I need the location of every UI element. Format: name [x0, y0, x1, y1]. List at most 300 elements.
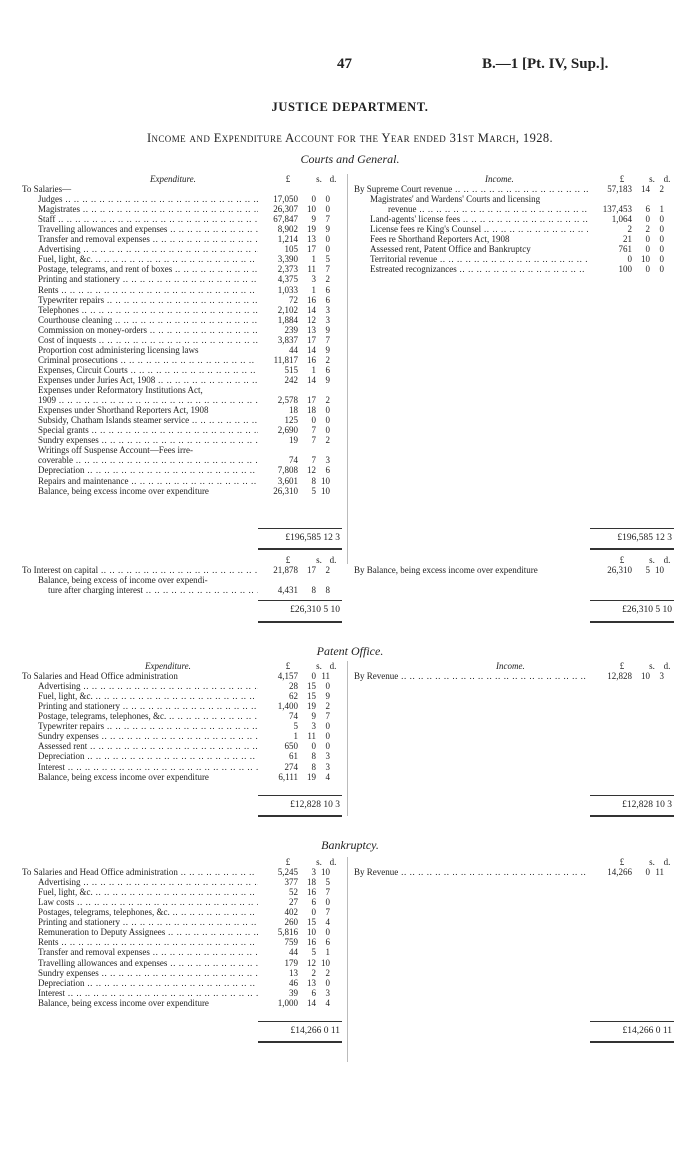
- row-label: Printing and stationery .. ..: [38, 917, 258, 927]
- row-label: Magistrates' and Wardens' Courts and licensing: [370, 194, 541, 205]
- ledger-row: [0, 741, 700, 751]
- amount-pounds: 8,902: [277, 224, 298, 235]
- amount-shillings: 5: [311, 485, 316, 496]
- ledger-row: [0, 244, 700, 254]
- row-label: Transfer and removal expenses .. ..: [38, 234, 258, 244]
- amount-pence: 4: [325, 997, 330, 1008]
- amount-shillings: 12: [307, 465, 316, 476]
- row-label: Fuel, light, &c. .. ..: [38, 254, 258, 264]
- amount-pounds: 274: [284, 761, 298, 772]
- amount-pence: 2: [325, 435, 330, 446]
- amount-pounds: 67,847: [273, 214, 298, 225]
- amount-shillings: 5: [645, 565, 650, 575]
- pence-heading: d.: [663, 661, 671, 671]
- income-heading: Income.: [485, 174, 514, 184]
- amount-pence: 9: [325, 344, 330, 355]
- row-label: coverable .. ..: [38, 455, 258, 465]
- amount-pounds: 12,828: [607, 671, 632, 681]
- row-label: Telephones .. ..: [38, 305, 258, 315]
- amount-pounds: 4,375: [277, 274, 298, 285]
- amount-pounds: 14,266: [607, 867, 632, 877]
- amount-shillings: 8: [311, 585, 316, 596]
- income-heading: Income.: [496, 661, 525, 671]
- row-label: Commission on money-orders .. ..: [38, 325, 258, 335]
- ledger-row: [0, 998, 700, 1008]
- amount-shillings: 8: [311, 475, 316, 486]
- section-title-bankruptcy: Bankruptcy.: [321, 838, 379, 852]
- amount-pounds: 7,808: [277, 465, 298, 476]
- amount-shillings: 11: [307, 264, 316, 275]
- amount-pounds: 2,102: [277, 304, 298, 315]
- amount-shillings: 1: [311, 284, 316, 295]
- amount-pounds: 28: [289, 681, 298, 691]
- total-rule: [258, 528, 342, 529]
- amount-shillings: 14: [307, 997, 316, 1008]
- amount-pence: 0: [659, 214, 664, 225]
- amount-pounds: 761: [618, 244, 632, 255]
- row-label: Sundry expenses .. ..: [38, 435, 258, 445]
- row-label: Interest .. ..: [38, 988, 258, 998]
- shillings-heading: s.: [649, 174, 655, 184]
- courts-total-income: £196,585 12 3: [617, 533, 672, 543]
- ledger-row: [0, 315, 700, 325]
- amount-pounds: 46: [289, 977, 298, 988]
- amount-pounds: 57,183: [607, 184, 632, 194]
- ledger-row: [0, 445, 700, 455]
- amount-shillings: 18: [307, 877, 316, 887]
- ledger-row: [0, 917, 700, 927]
- ledger-row: [0, 385, 700, 395]
- row-label: Printing and stationery .. ..: [38, 701, 258, 711]
- amount-pence: 0: [325, 204, 330, 215]
- ledger-row: [0, 575, 700, 585]
- row-label: By Revenue .. ..: [354, 671, 588, 681]
- row-label: Advertising .. ..: [38, 681, 258, 691]
- row-label: Courthouse cleaning .. ..: [38, 315, 258, 325]
- ledger-row: [0, 345, 700, 355]
- amount-shillings: 13: [307, 977, 316, 988]
- amount-shillings: 7: [311, 425, 316, 436]
- ledger-row: [0, 486, 700, 496]
- amount-pounds: 260: [284, 917, 298, 928]
- total-rule: [258, 1021, 342, 1022]
- amount-pence: 10: [321, 485, 330, 496]
- amount-pounds: 17,050: [273, 194, 298, 205]
- amount-shillings: 8: [311, 761, 316, 772]
- amount-shillings: 15: [307, 681, 316, 691]
- amount-pence: 10: [321, 957, 330, 968]
- amount-pence: 3: [325, 987, 330, 998]
- amount-pence: 2: [325, 967, 330, 978]
- ledger-row: [0, 274, 700, 284]
- amount-pence: 7: [325, 887, 330, 898]
- amount-pence: 0: [325, 897, 330, 908]
- row-label: Balance, being excess income over expenditure: [38, 771, 209, 782]
- appropriation-total-debit: £26,310 5 10: [290, 605, 340, 615]
- row-label: Travelling allowances and expenses .. ..: [38, 958, 258, 968]
- row-label: Judges .. ..: [38, 194, 258, 204]
- amount-pounds: 1,064: [611, 214, 632, 225]
- ledger-row: [0, 435, 700, 445]
- row-label: Printing and stationery .. ..: [38, 274, 258, 284]
- amount-shillings: 17: [307, 334, 316, 345]
- amount-shillings: 10: [641, 254, 650, 265]
- amount-pence: 10: [655, 565, 664, 575]
- pounds-heading: £: [285, 661, 291, 671]
- amount-pence: 6: [325, 937, 330, 948]
- row-label: Land-agents' license fees .. ..: [370, 214, 588, 224]
- amount-shillings: 16: [307, 937, 316, 948]
- pence-heading: d.: [329, 661, 337, 671]
- row-label: Expenses under Juries Act, 1908 .. ..: [38, 375, 258, 385]
- amount-pounds: 137,453: [602, 204, 632, 215]
- ledger-row: [0, 671, 700, 681]
- row-label: ture after charging interest .. ..: [48, 585, 258, 595]
- amount-pounds: 105: [284, 244, 298, 255]
- amount-shillings: 12: [307, 957, 316, 968]
- amount-shillings: 0: [645, 264, 650, 275]
- pence-heading: d.: [329, 555, 337, 565]
- row-label: Special grants .. ..: [38, 425, 258, 435]
- amount-pence: 9: [325, 324, 330, 335]
- total-double-rule: [258, 548, 342, 550]
- row-label: Writings off Suspense Account—Fees irre-: [38, 445, 193, 456]
- section-title-patent: Patent Office.: [316, 644, 384, 658]
- amount-pence: 0: [325, 425, 330, 436]
- ledger-row: [0, 405, 700, 415]
- amount-shillings: 3: [311, 867, 316, 877]
- row-label: Postage, telegrams, and rent of boxes .. ..: [38, 264, 258, 274]
- patent-total-expenditure: £12,828 10 3: [290, 800, 340, 810]
- ledger-row: [0, 988, 700, 998]
- ledger-row: [0, 254, 700, 264]
- amount-pence: 8: [325, 585, 330, 596]
- expenditure-heading: Expenditure.: [150, 174, 196, 184]
- amount-pounds: 19: [289, 435, 298, 446]
- row-label: Estreated recognizances .. ..: [370, 264, 588, 274]
- amount-pence: 5: [325, 877, 330, 887]
- amount-pence: 0: [659, 264, 664, 275]
- amount-pounds: 13: [289, 967, 298, 978]
- row-label: Depreciation .. ..: [38, 465, 258, 475]
- row-label: Depreciation .. ..: [38, 751, 258, 761]
- row-label: Depreciation .. ..: [38, 978, 258, 988]
- amount-shillings: 1: [311, 364, 316, 375]
- amount-pence: 0: [325, 194, 330, 205]
- amount-shillings: 16: [307, 294, 316, 305]
- amount-pounds: 100: [618, 264, 632, 275]
- ledger-row: [0, 325, 700, 335]
- bankruptcy-total-income: £14,266 0 11: [622, 1026, 672, 1036]
- amount-pounds: 4,157: [277, 671, 298, 681]
- amount-pence: 0: [659, 224, 664, 235]
- ledger-row: [0, 305, 700, 315]
- amount-shillings: 9: [311, 711, 316, 722]
- amount-pence: 1: [325, 947, 330, 958]
- row-label: Balance, being excess income over expenditure: [38, 997, 209, 1008]
- ledger-row: [0, 224, 700, 234]
- row-label: By Balance, being excess income over expenditure: [354, 565, 538, 575]
- shillings-heading: s.: [316, 174, 322, 184]
- amount-pounds: 21,878: [273, 565, 298, 575]
- ledger-row: [0, 897, 700, 907]
- row-label: Rents .. ..: [38, 937, 258, 947]
- amount-pounds: 377: [284, 877, 298, 887]
- amount-pence: 2: [325, 395, 330, 406]
- ledger-row: [0, 194, 700, 204]
- amount-pounds: 2,373: [277, 264, 298, 275]
- amount-pounds: 650: [284, 741, 298, 752]
- amount-pounds: 2: [627, 224, 632, 235]
- amount-shillings: 0: [311, 671, 316, 681]
- ledger-row: [0, 285, 700, 295]
- amount-pence: 7: [325, 214, 330, 225]
- amount-shillings: 10: [307, 927, 316, 938]
- total-rule: [258, 600, 342, 601]
- ledger-row: [0, 184, 700, 194]
- row-label: By Revenue .. ..: [354, 867, 588, 877]
- amount-shillings: 13: [307, 324, 316, 335]
- amount-pence: 3: [325, 314, 330, 325]
- ledger-row: [0, 701, 700, 711]
- amount-shillings: 19: [307, 701, 316, 712]
- amount-pounds: 74: [289, 455, 298, 466]
- pounds-heading: £: [619, 555, 625, 565]
- amount-pence: 0: [325, 415, 330, 426]
- amount-pence: 0: [325, 244, 330, 255]
- amount-shillings: 6: [645, 204, 650, 215]
- ledger-row: [0, 214, 700, 224]
- amount-shillings: 1: [311, 254, 316, 265]
- amount-pounds: 72: [289, 294, 298, 305]
- amount-pounds: 6,111: [278, 771, 298, 782]
- ledger-row: [0, 415, 700, 425]
- amount-shillings: 10: [641, 671, 650, 681]
- amount-shillings: 12: [307, 314, 316, 325]
- row-label: Fuel, light, &c. .. ..: [38, 887, 258, 897]
- amount-pounds: 5: [293, 721, 298, 732]
- ledger-row: [0, 947, 700, 957]
- ledger-row: [0, 711, 700, 721]
- amount-pounds: 44: [289, 947, 298, 958]
- amount-pence: 4: [325, 917, 330, 928]
- amount-shillings: 6: [311, 897, 316, 908]
- amount-pence: 3: [325, 761, 330, 772]
- amount-shillings: 19: [307, 771, 316, 782]
- row-label: To Interest on capital .. ..: [22, 565, 258, 575]
- ledger-row: [0, 234, 700, 244]
- courts-total-expenditure: £196,585 12 3: [285, 533, 340, 543]
- amount-shillings: 0: [645, 214, 650, 225]
- amount-shillings: 14: [307, 344, 316, 355]
- ledger-row: [0, 887, 700, 897]
- row-label: Balance, being excess of income over expendi-: [38, 575, 208, 585]
- amount-pence: 3: [325, 751, 330, 762]
- amount-pence: 0: [659, 244, 664, 255]
- amount-pence: 0: [325, 731, 330, 742]
- total-double-rule: [590, 621, 674, 623]
- shillings-heading: s.: [316, 661, 322, 671]
- amount-pence: 6: [325, 294, 330, 305]
- amount-pence: 2: [659, 184, 664, 194]
- amount-pounds: 1: [293, 731, 298, 742]
- row-label: Travelling allowances and expenses .. ..: [38, 224, 258, 234]
- pounds-heading: £: [619, 661, 625, 671]
- row-label: Expenses under Reformatory Institutions Act,: [38, 385, 203, 395]
- amount-pounds: 402: [284, 907, 298, 918]
- amount-pounds: 1,400: [277, 701, 298, 712]
- row-label: Expenses, Circuit Courts .. ..: [38, 365, 258, 375]
- amount-pounds: 2,690: [277, 425, 298, 436]
- ledger-row: [0, 751, 700, 761]
- row-label: Typewriter repairs .. ..: [38, 295, 258, 305]
- ledger-row: [0, 375, 700, 385]
- amount-shillings: 0: [311, 415, 316, 426]
- row-label: Repairs and maintenance .. ..: [38, 476, 258, 486]
- amount-pence: 0: [325, 927, 330, 938]
- amount-pence: 10: [321, 867, 330, 877]
- amount-pence: 6: [325, 364, 330, 375]
- ledger-row: [0, 425, 700, 435]
- amount-pounds: 759: [284, 937, 298, 948]
- row-label: Typewriter repairs .. ..: [38, 721, 258, 731]
- amount-shillings: 0: [645, 867, 650, 877]
- ledger-row: [0, 721, 700, 731]
- amount-pence: 7: [325, 334, 330, 345]
- row-label: 1909 .. ..: [38, 395, 258, 405]
- amount-shillings: 17: [307, 395, 316, 406]
- ledger-row: [0, 455, 700, 465]
- amount-pence: 3: [659, 671, 664, 681]
- amount-shillings: 6: [311, 987, 316, 998]
- amount-pence: 0: [325, 234, 330, 245]
- amount-pence: 4: [325, 771, 330, 782]
- amount-pounds: 2,578: [277, 395, 298, 406]
- amount-pounds: 39: [289, 987, 298, 998]
- shillings-heading: s.: [316, 555, 322, 565]
- pence-heading: d.: [663, 174, 671, 184]
- amount-pounds: 1,033: [277, 284, 298, 295]
- ledger-row: [0, 465, 700, 475]
- row-label: Assessed rent, Patent Office and Bankruptcy: [370, 244, 531, 255]
- row-label: Advertising .. ..: [38, 877, 258, 887]
- amount-pounds: 3,601: [277, 475, 298, 486]
- amount-pounds: 1,000: [277, 997, 298, 1008]
- amount-pence: 7: [325, 264, 330, 275]
- amount-shillings: 14: [307, 375, 316, 385]
- total-double-rule: [590, 815, 674, 817]
- amount-shillings: 18: [307, 405, 316, 416]
- amount-pounds: 0: [627, 254, 632, 265]
- amount-pounds: 18: [289, 405, 298, 416]
- row-label: By Supreme Court revenue .. ..: [354, 184, 588, 194]
- ledger-row: [0, 958, 700, 968]
- amount-pounds: 44: [289, 344, 298, 355]
- amount-shillings: 0: [311, 194, 316, 205]
- amount-shillings: 19: [307, 224, 316, 235]
- amount-shillings: 8: [311, 751, 316, 762]
- amount-pounds: 3,390: [277, 254, 298, 265]
- row-label: To Salaries and Head Office administration: [22, 671, 178, 681]
- row-label: Magistrates .. ..: [38, 204, 258, 214]
- amount-pence: 2: [325, 274, 330, 285]
- amount-pence: 1: [659, 204, 664, 215]
- amount-pounds: 179: [284, 957, 298, 968]
- shillings-heading: s.: [649, 555, 655, 565]
- row-label: To Salaries and Head Office administration .. ..: [22, 867, 258, 877]
- amount-pounds: 1,214: [277, 234, 298, 245]
- ledger-row: [0, 204, 700, 214]
- row-label: Law costs .. ..: [38, 897, 258, 907]
- amount-pence: 2: [325, 565, 330, 575]
- amount-shillings: 14: [307, 304, 316, 315]
- total-rule: [590, 528, 674, 529]
- row-label: Sundry expenses .. ..: [38, 968, 258, 978]
- amount-pounds: 5,245: [277, 867, 298, 877]
- ledger-row: [0, 335, 700, 345]
- total-rule: [258, 795, 342, 796]
- amount-pence: 2: [325, 701, 330, 712]
- amount-shillings: 2: [645, 224, 650, 235]
- amount-pounds: 26,310: [273, 485, 298, 496]
- row-label: Assessed rent .. ..: [38, 741, 258, 751]
- amount-pounds: 1,884: [277, 314, 298, 325]
- amount-shillings: 0: [645, 234, 650, 245]
- amount-pence: 2: [325, 354, 330, 365]
- expenditure-heading: Expenditure.: [145, 661, 191, 671]
- amount-pence: 11: [655, 867, 664, 877]
- shillings-heading: s.: [316, 857, 322, 867]
- row-label: Balance, being excess income over expenditure: [38, 485, 209, 496]
- amount-shillings: 11: [307, 731, 316, 742]
- ledger-row: [0, 365, 700, 375]
- amount-pence: 0: [325, 977, 330, 988]
- row-label: Criminal prosecutions .. ..: [38, 355, 258, 365]
- pence-heading: d.: [663, 555, 671, 565]
- row-label: Cost of inquests .. ..: [38, 335, 258, 345]
- amount-pence: 9: [325, 375, 330, 385]
- row-label: Advertising .. ..: [38, 244, 258, 254]
- amount-pounds: 3,837: [277, 334, 298, 345]
- amount-pence: 6: [325, 284, 330, 295]
- pence-heading: d.: [329, 174, 337, 184]
- amount-shillings: 5: [311, 947, 316, 958]
- row-label: To Salaries—: [22, 184, 72, 194]
- shillings-heading: s.: [649, 661, 655, 671]
- amount-shillings: 3: [311, 721, 316, 732]
- ledger-row: [0, 681, 700, 691]
- amount-shillings: 0: [311, 907, 316, 918]
- amount-shillings: 17: [307, 565, 316, 575]
- appropriation-total-credit: £26,310 5 10: [622, 605, 672, 615]
- amount-shillings: 10: [307, 204, 316, 215]
- pounds-heading: £: [285, 857, 291, 867]
- amount-pence: 5: [325, 254, 330, 265]
- ledger-row: [0, 691, 700, 701]
- ledger-row: [0, 762, 700, 772]
- amount-pounds: 239: [284, 324, 298, 335]
- amount-pounds: 21: [623, 234, 632, 245]
- amount-pence: 0: [325, 721, 330, 732]
- amount-shillings: 14: [641, 184, 650, 194]
- amount-pence: 0: [325, 405, 330, 416]
- total-rule: [590, 1021, 674, 1022]
- ledger-row: [0, 907, 700, 917]
- amount-shillings: 16: [307, 354, 316, 365]
- ledger-row: [0, 731, 700, 741]
- total-double-rule: [590, 1041, 674, 1043]
- amount-pounds: 26,310: [607, 565, 632, 575]
